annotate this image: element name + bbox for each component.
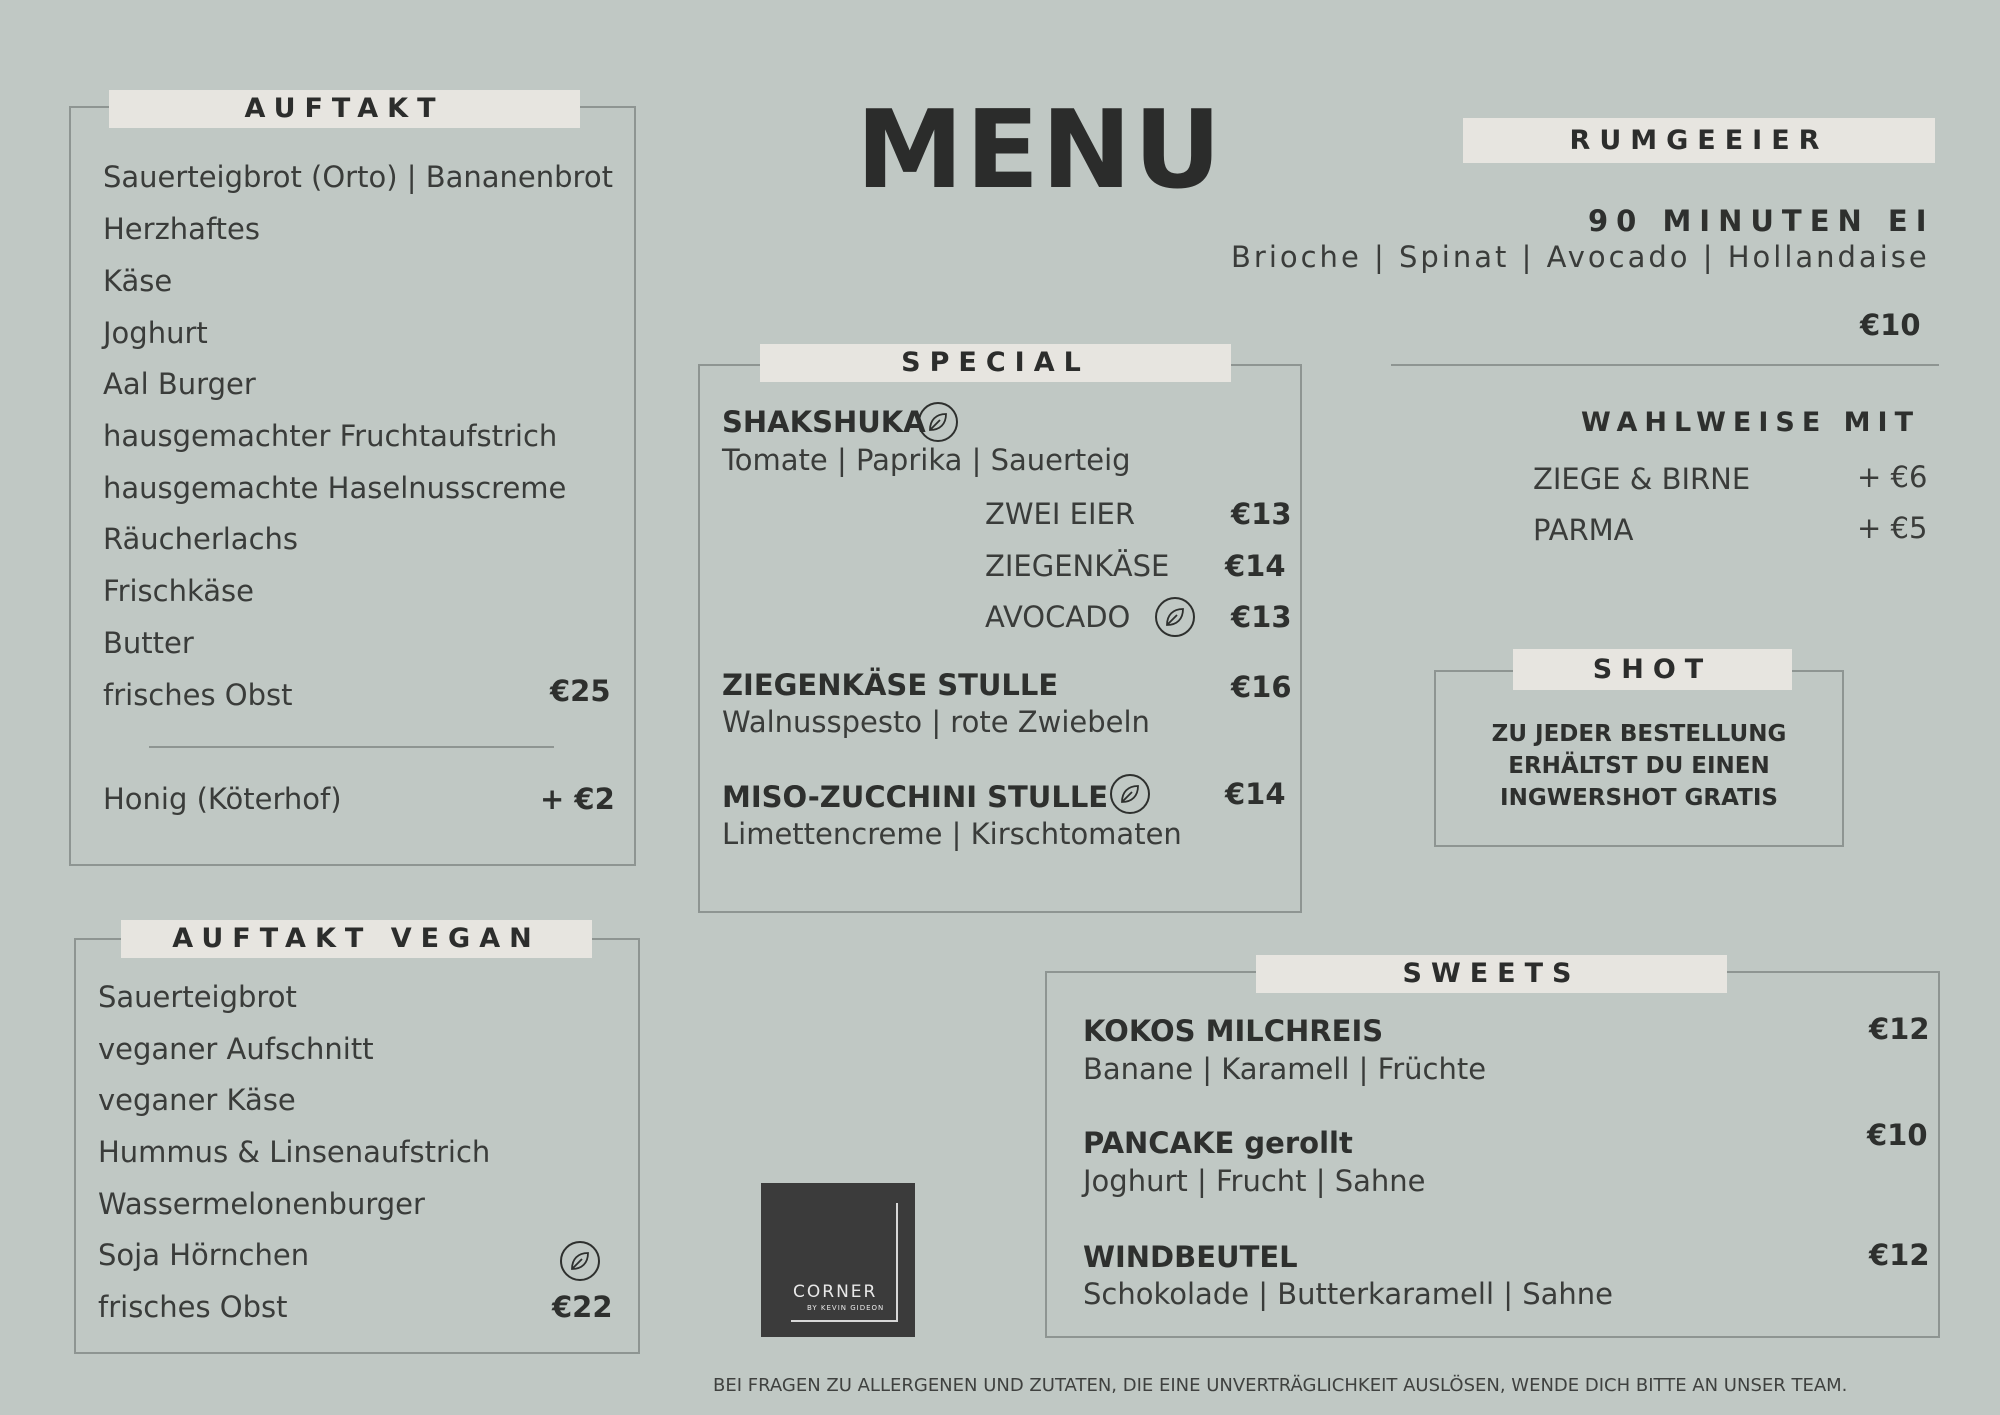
rumgeeier-dish: 90 MINUTEN EI bbox=[1588, 204, 1935, 238]
ziegenkaese-stulle-price: €16 bbox=[1231, 670, 1292, 704]
shakshuka-option: ZIEGENKÄSE bbox=[985, 549, 1170, 583]
rumgeeier-desc: Brioche | Spinat | Avocado | Hollandaise bbox=[1231, 240, 1930, 274]
list-item: Käse bbox=[103, 264, 173, 298]
ziegenkaese-stulle-desc: Walnusspesto | rote Zwiebeln bbox=[722, 705, 1150, 739]
sweet-name: PANCAKE gerollt bbox=[1083, 1126, 1353, 1160]
shakshuka-option: ZWEI EIER bbox=[985, 497, 1135, 531]
sweet-price: €12 bbox=[1869, 1012, 1930, 1046]
list-item: Räucherlachs bbox=[103, 522, 299, 556]
list-item: frisches Obst bbox=[98, 1290, 288, 1324]
shot-line: ERHÄLTST DU EINEN bbox=[1508, 753, 1770, 779]
auftakt-extra-price: + €2 bbox=[540, 782, 615, 816]
auftakt-vegan-heading: AUFTAKT VEGAN bbox=[121, 920, 592, 958]
list-item: veganer Käse bbox=[98, 1083, 296, 1117]
list-item: Wassermelonenburger bbox=[98, 1187, 425, 1221]
list-item: Aal Burger bbox=[103, 367, 256, 401]
shot-heading: SHOT bbox=[1513, 649, 1792, 690]
list-item: Soja Hörnchen bbox=[98, 1238, 310, 1272]
list-item: Hummus & Linsenaufstrich bbox=[98, 1135, 491, 1169]
list-item: Frischkäse bbox=[103, 574, 254, 608]
choice-label: PARMA bbox=[1533, 513, 1634, 547]
miso-stulle-name: MISO-ZUCCHINI STULLE bbox=[722, 780, 1109, 814]
list-item: Sauerteigbrot bbox=[98, 980, 297, 1014]
sweet-name: WINDBEUTEL bbox=[1083, 1240, 1298, 1274]
logo-line bbox=[791, 1320, 898, 1322]
shakshuka-option-price: €13 bbox=[1231, 600, 1292, 634]
sweet-price: €10 bbox=[1867, 1118, 1928, 1152]
auftakt-extra: Honig (Köterhof) bbox=[103, 782, 342, 816]
shot-line: ZU JEDER BESTELLUNG bbox=[1491, 721, 1787, 747]
shakshuka-option-price: €14 bbox=[1225, 549, 1286, 583]
logo-name: CORNER bbox=[793, 1282, 878, 1302]
shakshuka-option: AVOCADO bbox=[985, 600, 1131, 634]
divider bbox=[1391, 364, 1939, 366]
leaf-icon bbox=[1110, 774, 1150, 814]
list-item: hausgemachter Fruchtaufstrich bbox=[103, 419, 558, 453]
rumgeeier-heading: RUMGEEIER bbox=[1463, 118, 1935, 163]
sweet-desc: Schokolade | Butterkaramell | Sahne bbox=[1083, 1277, 1613, 1311]
choice-price: + €5 bbox=[1857, 511, 1928, 545]
leaf-icon bbox=[1155, 597, 1195, 637]
shot-line: INGWERSHOT GRATIS bbox=[1500, 785, 1778, 811]
choice-label: ZIEGE & BIRNE bbox=[1533, 462, 1751, 496]
list-item: Joghurt bbox=[103, 316, 208, 350]
sweet-name: KOKOS MILCHREIS bbox=[1083, 1014, 1384, 1048]
ziegenkaese-stulle-name: ZIEGENKÄSE STULLE bbox=[722, 668, 1059, 702]
list-item: frisches Obst bbox=[103, 678, 293, 712]
shakshuka-option-price: €13 bbox=[1231, 497, 1292, 531]
list-item: Butter bbox=[103, 626, 194, 660]
sweet-desc: Banane | Karamell | Früchte bbox=[1083, 1052, 1487, 1086]
shakshuka-desc: Tomate | Paprika | Sauerteig bbox=[722, 443, 1131, 477]
footer-note: BEI FRAGEN ZU ALLERGENEN UND ZUTATEN, DIE EINE UNVERTRÄGLICHKEIT AUSLÖSEN, WENDE DICH BITTE AN UNSER TEAM. bbox=[713, 1375, 1848, 1396]
auftakt-heading: AUFTAKT bbox=[109, 90, 580, 128]
rumgeeier-price: €10 bbox=[1860, 308, 1921, 342]
auftakt-vegan-price: €22 bbox=[552, 1290, 613, 1324]
divider bbox=[149, 746, 554, 748]
list-item: Sauerteigbrot (Orto) | Bananenbrot bbox=[103, 160, 613, 194]
auftakt-price: €25 bbox=[550, 674, 611, 708]
logo-line bbox=[896, 1203, 898, 1321]
list-item: hausgemachte Haselnusscreme bbox=[103, 471, 567, 505]
sweets-heading: SWEETS bbox=[1256, 955, 1727, 993]
list-item: Herzhaftes bbox=[103, 212, 260, 246]
sweet-desc: Joghurt | Frucht | Sahne bbox=[1083, 1164, 1426, 1198]
miso-stulle-price: €14 bbox=[1225, 777, 1286, 811]
corner-logo bbox=[761, 1183, 915, 1337]
sweet-price: €12 bbox=[1869, 1238, 1930, 1272]
miso-stulle-desc: Limettencreme | Kirschtomaten bbox=[722, 817, 1182, 851]
shot-text bbox=[1434, 718, 1844, 814]
wahlweise-heading: WAHLWEISE MIT bbox=[1580, 407, 1920, 438]
page-title: MENU bbox=[856, 88, 1224, 213]
list-item: veganer Aufschnitt bbox=[98, 1032, 374, 1066]
shakshuka-name: SHAKSHUKA bbox=[722, 405, 926, 439]
choice-price: + €6 bbox=[1857, 460, 1928, 494]
leaf-icon bbox=[560, 1241, 600, 1281]
leaf-icon bbox=[918, 402, 958, 442]
special-heading: SPECIAL bbox=[760, 344, 1231, 382]
logo-tagline: BY KEVIN GIDEON bbox=[807, 1304, 885, 1312]
